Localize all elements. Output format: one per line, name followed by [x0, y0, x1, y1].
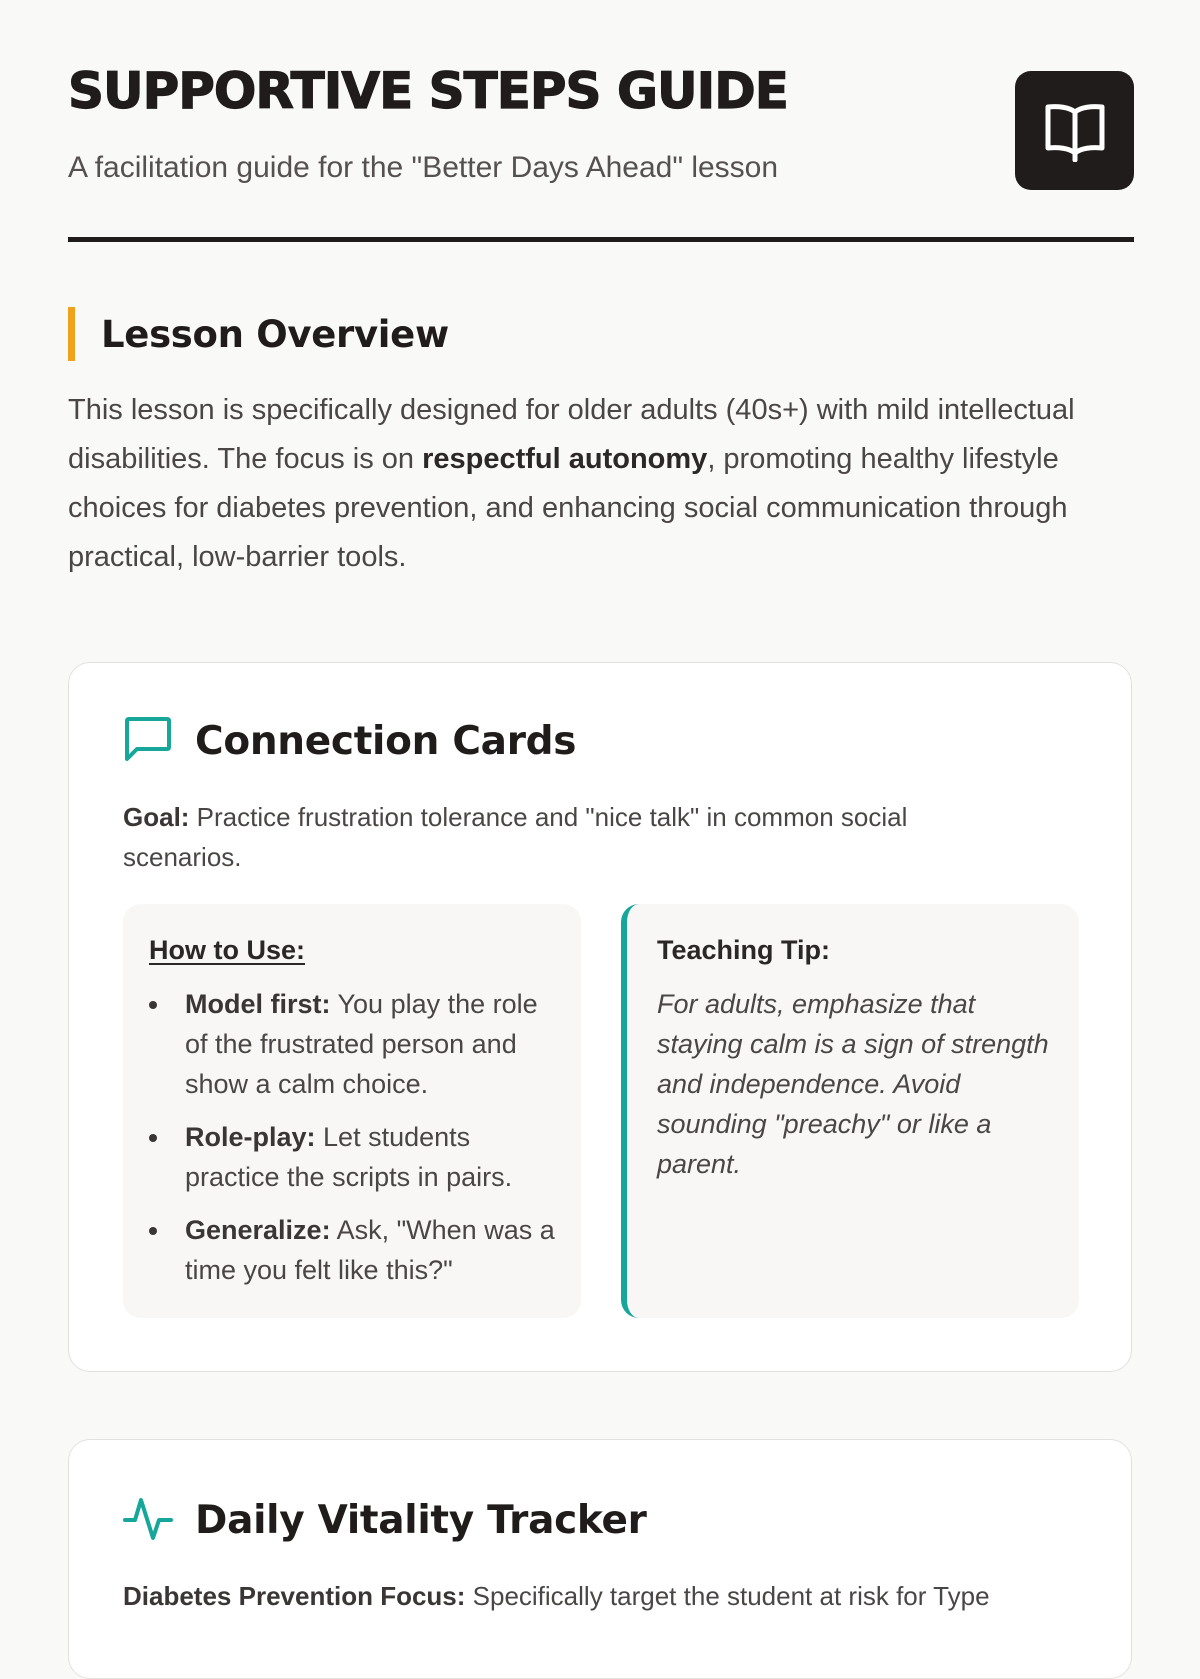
step-text: You play the role of the frustrated person and show a calm choice. [185, 989, 538, 1099]
section-accent-bar [68, 307, 75, 361]
card-heading-row [123, 1494, 647, 1547]
step-lead: Generalize: [185, 1215, 331, 1245]
step-lead: Model first: [185, 989, 331, 1019]
teaching-tip-title: Teaching Tip: [657, 935, 831, 965]
guide-header [68, 0, 1134, 242]
pulse-icon [123, 1494, 173, 1547]
page-title: SUPPORTIVE STEPS GUIDE [68, 62, 788, 120]
overview-paragraph [68, 386, 1134, 582]
connection-cards-card [68, 662, 1132, 1372]
how-to-use-title: How to Use: [149, 935, 306, 965]
teaching-tip-text: For adults, emphasize that staying calm is a sign of strength and independence. Avoid sounding "preachy" or like a parent. [657, 989, 1049, 1179]
focus-text [123, 1576, 1083, 1616]
goal-body: Practice frustration tolerance and "nice talk" in common social scenarios. [123, 802, 908, 872]
how-to-use-list [149, 984, 555, 1290]
how-to-use-panel [123, 904, 581, 1318]
facilitation-guide-page [68, 0, 1134, 1611]
step-text: Ask, "When was a time you felt like this?" [185, 1215, 555, 1285]
list-item [149, 1117, 555, 1197]
page-subtitle: A facilitation guide for the "Better Days Ahead" lesson [68, 151, 779, 184]
list-item [149, 984, 555, 1104]
focus-body: Specifically target the student at risk for Type [465, 1581, 990, 1611]
daily-vitality-tracker-card [68, 1439, 1132, 1679]
overview-text-bold: respectful autonomy [422, 443, 708, 475]
card-title: Daily Vitality Tracker [195, 1498, 647, 1543]
overview-heading-row [68, 307, 449, 361]
card-title: Connection Cards [195, 719, 577, 764]
step-lead: Role-play: [185, 1122, 316, 1152]
open-book-icon [1015, 71, 1134, 190]
overview-text-before: This lesson is specifically designed for older adults (40s+) with mild intellectual disabilities. The focus is on [68, 394, 1075, 475]
focus-label: Diabetes Prevention Focus: [123, 1581, 466, 1611]
goal-label: Goal: [123, 802, 190, 832]
chat-bubble-icon [123, 715, 173, 768]
overview-text-after: , promoting healthy lifestyle choices for diabetes prevention, and enhancing social communication through practical, low-barrier tools. [68, 443, 1068, 573]
teaching-tip-panel [621, 904, 1079, 1318]
list-item [149, 1210, 555, 1290]
overview-heading: Lesson Overview [101, 312, 449, 356]
step-text: Let students practice the scripts in pairs. [185, 1122, 513, 1192]
goal-text [123, 797, 1023, 877]
card-heading-row [123, 715, 576, 768]
